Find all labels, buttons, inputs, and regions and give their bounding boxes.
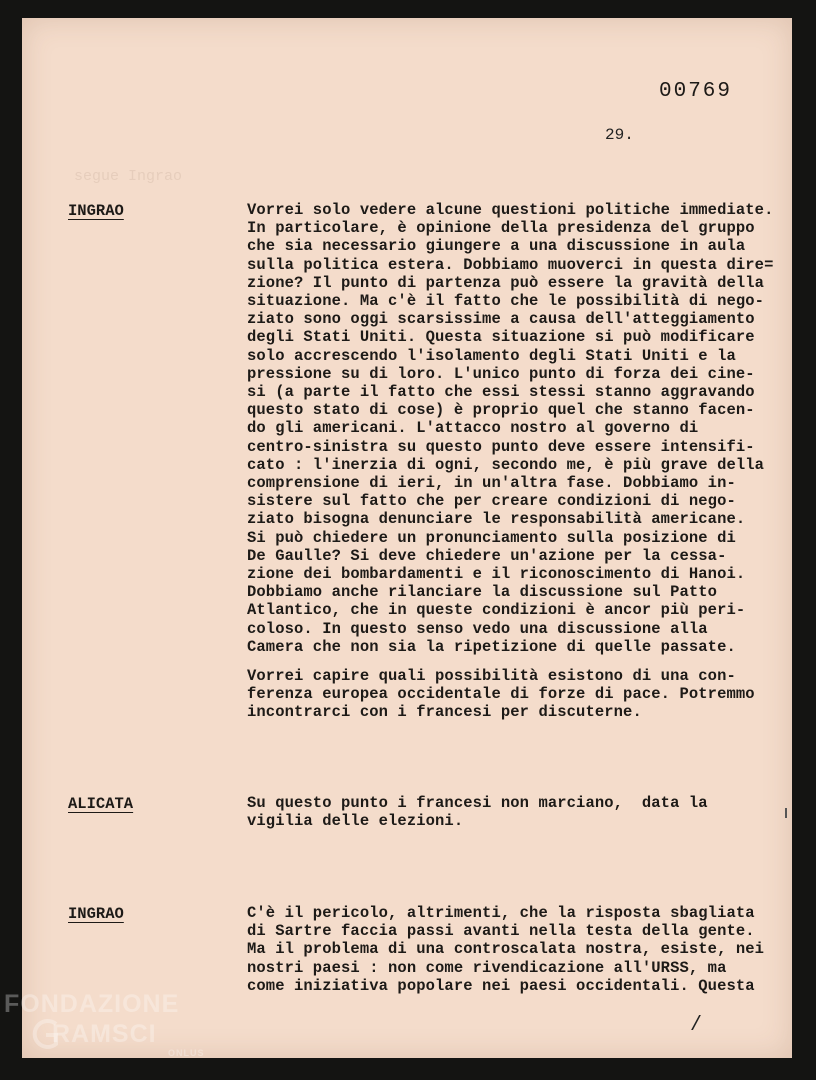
text-line: solo accrescendo l'isolamento degli Stati Uniti e la: [247, 346, 736, 365]
text-line: Vorrei capire quali possibilità esistono di una con-: [247, 667, 736, 685]
watermark-line-1: FONDAZIONE: [4, 990, 180, 1018]
text-line: sistere sul fatto che per creare condizioni di nego-: [247, 492, 736, 511]
text-line: di Sartre faccia passi avanti nella testa della gente.: [247, 922, 755, 941]
text-line: incontrarci con i francesi per discuterne.: [247, 703, 642, 722]
speech-paragraph: [247, 667, 792, 722]
text-line: zione? Il punto di partenza può essere la gravità della: [247, 273, 765, 292]
text-line: si (a parte il fatto che essi stessi stanno aggravando: [247, 383, 755, 402]
text-line: centro-sinistra su questo punto deve essere intensifi-: [247, 437, 755, 456]
text-line: questo stato di cose) è proprio quel che stanno facen-: [247, 401, 755, 420]
text-line: Camera che non sia la ripetizione di quelle passate.: [247, 637, 736, 656]
text-line: De Gaulle? Si deve chiedere un'azione per la cessa-: [247, 546, 727, 565]
text-line: zione dei bombardamenti e il riconoscimento di Hanoi.: [247, 565, 746, 584]
text-line: che sia necessario giungere a una discussione in aula: [247, 237, 746, 256]
text-line: Vorrei solo vedere alcune questioni politiche immediate.: [247, 201, 774, 219]
text-line: degli Stati Uniti. Questa situazione si può modificare: [247, 328, 755, 347]
text-line: do gli americani. L'attacco nostro al governo di: [247, 419, 699, 438]
text-line: Si può chiedere un pronunciamento sulla posizione di: [247, 528, 736, 547]
text-line: come iniziativa popolare nei paesi occidentali. Questa: [247, 976, 755, 995]
text-line: situazione. Ma c'è il fatto che le possibilità di nego-: [247, 292, 765, 311]
text-line: coloso. In questo senso vedo una discussione alla: [247, 619, 708, 638]
speech-paragraph: [247, 904, 792, 995]
text-line: In particolare, è opinione della presidenza del gruppo: [247, 219, 755, 238]
page-number: 29.: [605, 126, 634, 144]
watermark-sub: ONLUS: [168, 1048, 205, 1058]
document-number: 00769: [658, 80, 732, 103]
speaker-label: ALICATA: [68, 795, 134, 813]
margin-tick: [785, 808, 787, 818]
bottom-page-mark: /: [690, 1014, 703, 1037]
speech-paragraph: [247, 794, 792, 830]
text-line: Atlantico, che in queste condizioni è ancor più peri-: [247, 601, 746, 620]
text-line: sulla politica estera. Dobbiamo muoverci in questa dire=: [247, 255, 774, 274]
text-line: C'è il pericolo, altrimenti, che la risposta sbagliata: [247, 904, 755, 922]
text-line: pressione su di loro. L'unico punto di forza dei cine-: [247, 364, 755, 383]
text-line: nostri paesi : non come rivendicazione all'URSS, ma: [247, 958, 727, 977]
faint-header: segue Ingrao: [74, 168, 183, 185]
text-line: ziato bisogna denunciare le responsabilità americane.: [247, 510, 746, 529]
text-line: Su questo punto i francesi non marciano, data la: [247, 794, 708, 812]
text-line: cato : l'inerzia di ogni, secondo me, è più grave della: [247, 455, 765, 474]
text-line: ziato sono oggi scarsissime a causa dell'atteggiamento: [247, 310, 755, 329]
document-page: [22, 18, 792, 1058]
speech-paragraph: [247, 201, 792, 656]
text-line: ferenza europea occidentale di forze di pace. Potremmo: [247, 685, 755, 704]
speaker-label: INGRAO: [68, 905, 124, 923]
text-line: vigilia delle elezioni.: [247, 812, 464, 831]
watermark-line-2: RAMSCI: [52, 1020, 157, 1048]
text-line: Dobbiamo anche rilanciare la discussione sul Patto: [247, 583, 718, 602]
speaker-label: INGRAO: [68, 202, 124, 220]
text-line: Ma il problema di una controscalata nostra, esiste, nei: [247, 940, 765, 959]
text-line: comprensione di ieri, in un'altra fase. Dobbiamo in-: [247, 474, 736, 493]
